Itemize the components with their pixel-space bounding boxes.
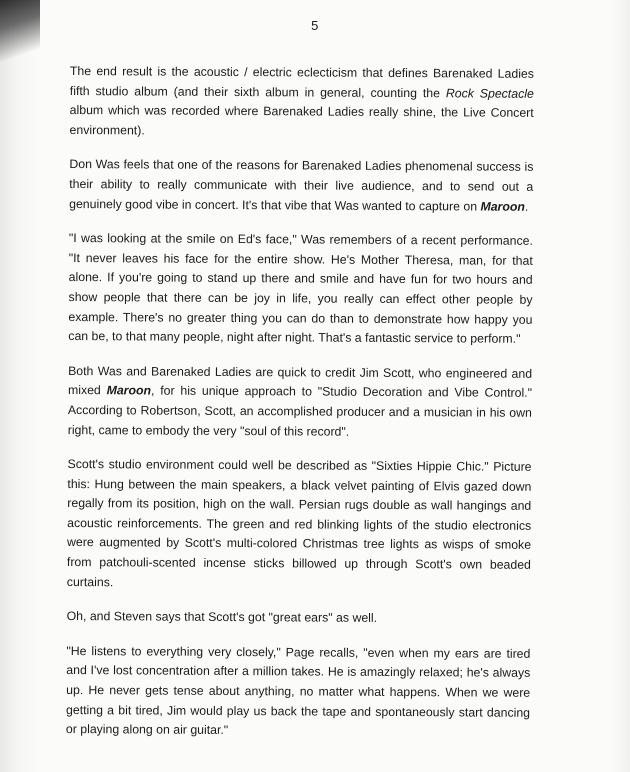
album-title: Maroon	[480, 199, 525, 214]
paragraph-6: Oh, and Steven says that Scott's got "great ears" as well.	[66, 609, 378, 626]
paragraph-text: The end result is the acoustic / electric eclecticism that defines Barenaked Ladies fifth studio album (and their sixth album in general, counting the	[69, 63, 534, 100]
paragraph-5: Scott's studio environment could well be described as "Sixties Hippie Chic." Picture this: Hung between the main speakers, a black velvet painting of Elvis gazed down regally from its position, high on the wall. Persian rugs double as wall hangings and acoustic reinforcements. The green and red blinking lights of the studio electronics were augmented by Scott's multi-colored Christmas tree lights as wisps of smoke from patchouli-scented incense sticks billowed up through Scott's own beaded curtains.	[66, 457, 532, 589]
album-title: Maroon	[106, 383, 152, 398]
paragraph-text: .	[524, 199, 529, 214]
paragraph-text: album which was recorded where Barenaked Ladies really shine, the Live Concert environment).	[69, 103, 534, 138]
paragraph-1	[70, 62, 534, 143]
paragraph-text: Don Was feels that one of the reasons for Barenaked Ladies phenomenal success is their ability to really communicate with their live audience, and to send out a genuinely good vibe in concert. It's that vibe that Was wanted to capture on	[69, 157, 534, 214]
paragraph-text: Both Was and Barenaked Ladies are quick to credit Jim Scott, who engineered and mixed	[67, 363, 533, 398]
paragraph-2	[69, 155, 533, 217]
paragraph-7: "He listens to everything very closely," Page recalls, "even when my ears are tired and I've lost concentration after a million takes. He is amazingly relaxed; he's always up. He never gets tense about anything, no matter what happens. When we were getting a bit tired, Jim would play us back the tape and spontaneously start dancing or playing along on air guitar."	[65, 643, 531, 738]
paragraph-3: "I was looking at the smile on Ed's face," Was remembers of a recent performance. "It never leaves his face for the entire show. He's Mother Theresa, man, for that alone. If you're going to stand up there and smile and have fun for two hours and show people that there can be joy in life, you really can effect other people by example. There's no greater thing you can do than to demonstrate how happy you can be, to that many people, night after night. That's a fantastic service to perform."	[68, 231, 533, 346]
album-title: Rock Spectacle	[445, 85, 534, 101]
page-number: 5	[311, 18, 319, 33]
scan-shadow	[0, 0, 40, 70]
paragraph-4	[68, 362, 532, 443]
paragraph-text: , for his unique approach to "Studio Decoration and Vibe Control." According to Robertson, Scott, an accomplished producer and a musician in his own right, came to embody the very "soul of this record".	[67, 383, 533, 439]
article-body	[66, 62, 534, 758]
